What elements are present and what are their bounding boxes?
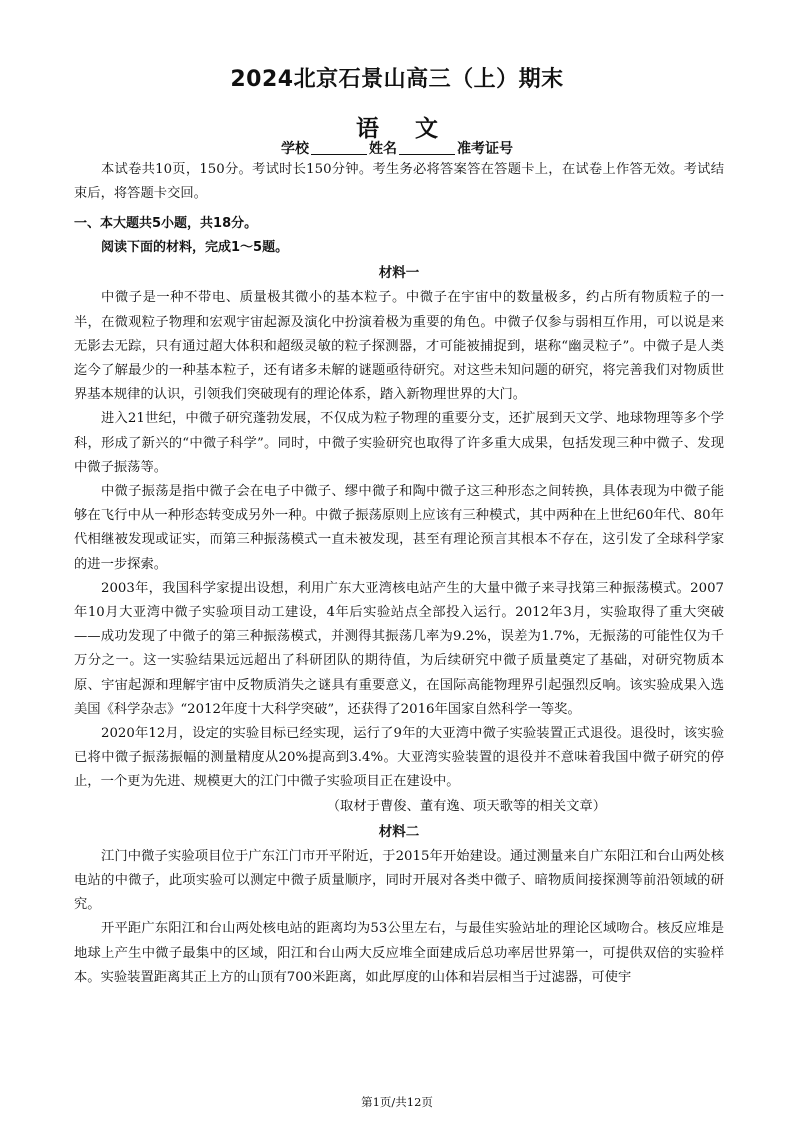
material-paragraph: 2020年12月，设定的实验目标已经实现，运行了9年的大亚湾中微子实验装置正式退役。退役时，该实验已将中微子振荡振幅的测量精度从20%提高到3.4%。大亚湾实验装置的退役并不意味着我国中微子研究的停止，一个更为先进、规模更大的江门中微子实验项目正在建设中。 [74, 726, 724, 790]
exam-content [74, 158, 724, 990]
school-blank [311, 142, 367, 155]
material-paragraph: 2003年，我国科学家提出设想，利用广东大亚湾核电站产生的大量中微子来寻找第三种振荡模式。2007年10月大亚湾中微子实验项目动工建设，4年后实验站点全部投入运行。2012年3月，实验取得了重大突破——成功发现了中微子的第三种振荡模式，并测得其振荡几率为9.2%，误差为1.7%，无振荡的可能性仅为千万分之一。这一实验结果远远超出了科研团队的期待值，为后续研究中微子质量奠定了基础，对研究物质本原、宇宙起源和理解宇宙中反物质消失之谜具有重要意义，在国际高能物理界引起强烈反响。该实验成果入选美国《科学杂志》“2012年度十大科学突破”，还获得了2016年国家自然科学一等奖。 [74, 580, 724, 717]
id-label: 准考证号 [457, 141, 513, 157]
material-source: （取材于曹俊、董有逸、项天歌等的相关文章） [326, 798, 606, 814]
material-paragraph: 进入21世纪，中微子研究蓬勃发展，不仅成为粒子物理的重要分支，还扩展到天文学、地球物理等多个学科，形成了新兴的“中微子科学”。同时，中微子实验研究也取得了许多重大成果，包括发现三种中微子、发现中微子振荡等。 [74, 411, 724, 475]
material-paragraph: 中微子是一种不带电、质量极其微小的基本粒子。中微子在宇宙中的数量极多，约占所有物质粒子的一半，在微观粒子物理和宏观宇宙起源及演化中扮演着极为重要的角色。中微子仅参与弱相互作用，可以说是来无影去无踪，只有通过超大体积和超级灵敏的粒子探测器，才可能被捕捉到，堪称“幽灵粒子”。中微子是人类迄今了解最少的一种基本粒子，还有诸多未解的谜题亟待研究。对这些未知问题的研究，将完善我们对物质世界基本规律的认识，引领我们突破现有的理论体系，踏入新物理世界的大门。 [74, 290, 724, 403]
subject-char: 语 [356, 116, 379, 142]
page-number: 第1页/共12页 [361, 1095, 433, 1109]
subject-char: 文 [415, 116, 438, 142]
material-title: 材料一 [378, 265, 420, 282]
section-heading: 一、本大题共5小题，共18分。 [74, 216, 258, 232]
material-paragraph: 江门中微子实验项目位于广东江门市开平附近，于2015年开始建设。通过测量来自广东阳江和台山两处核电站的中微子，此项实验可以测定中微子质量顺序，同时开展对各类中微子、暗物质间接探测等前沿领域的研究。 [74, 848, 724, 913]
section-directive: 阅读下面的材料，完成1～5题。 [101, 240, 289, 256]
name-label: 姓名 [369, 141, 397, 157]
material-title: 材料二 [378, 823, 420, 840]
school-label: 学校 [281, 141, 309, 157]
student-info-line [0, 138, 794, 158]
material-paragraph: 开平距广东阳江和台山两处核电站的距离均为53公里左右，与最佳实验站址的理论区域吻合。核反应堆是地球上产生中微子最集中的区域，阳江和台山两大反应堆全面建成后总功率居世界第一，可提供双倍的实验样本。实验装置距离其正上方的山顶有700米距离，如此厚度的山体和岩层相当于过滤器，可使宇 [74, 921, 724, 985]
name-blank [399, 142, 455, 155]
instructions-text: 本试卷共10页，150分。考试时长150分钟。考生务必将答案答在答题卡上，在试卷上作答无效。考试结束后，将答题卡交回。 [74, 162, 724, 202]
exam-title: 2024北京石景山高三（上）期末 [230, 67, 564, 92]
material-paragraph: 中微子振荡是指中微子会在电子中微子、缪中微子和陶中微子这三种形态之间转换，具体表现为中微子能够在飞行中从一种形态转变成另外一种。中微子振荡原则上应该有三种模式，其中两种在上世纪60年代、80年代相继被发现或证实，而第三种振荡模式一直未被发现，甚至有理论预言其根本不存在，这引发了全球科学家的进一步探索。 [74, 484, 724, 572]
